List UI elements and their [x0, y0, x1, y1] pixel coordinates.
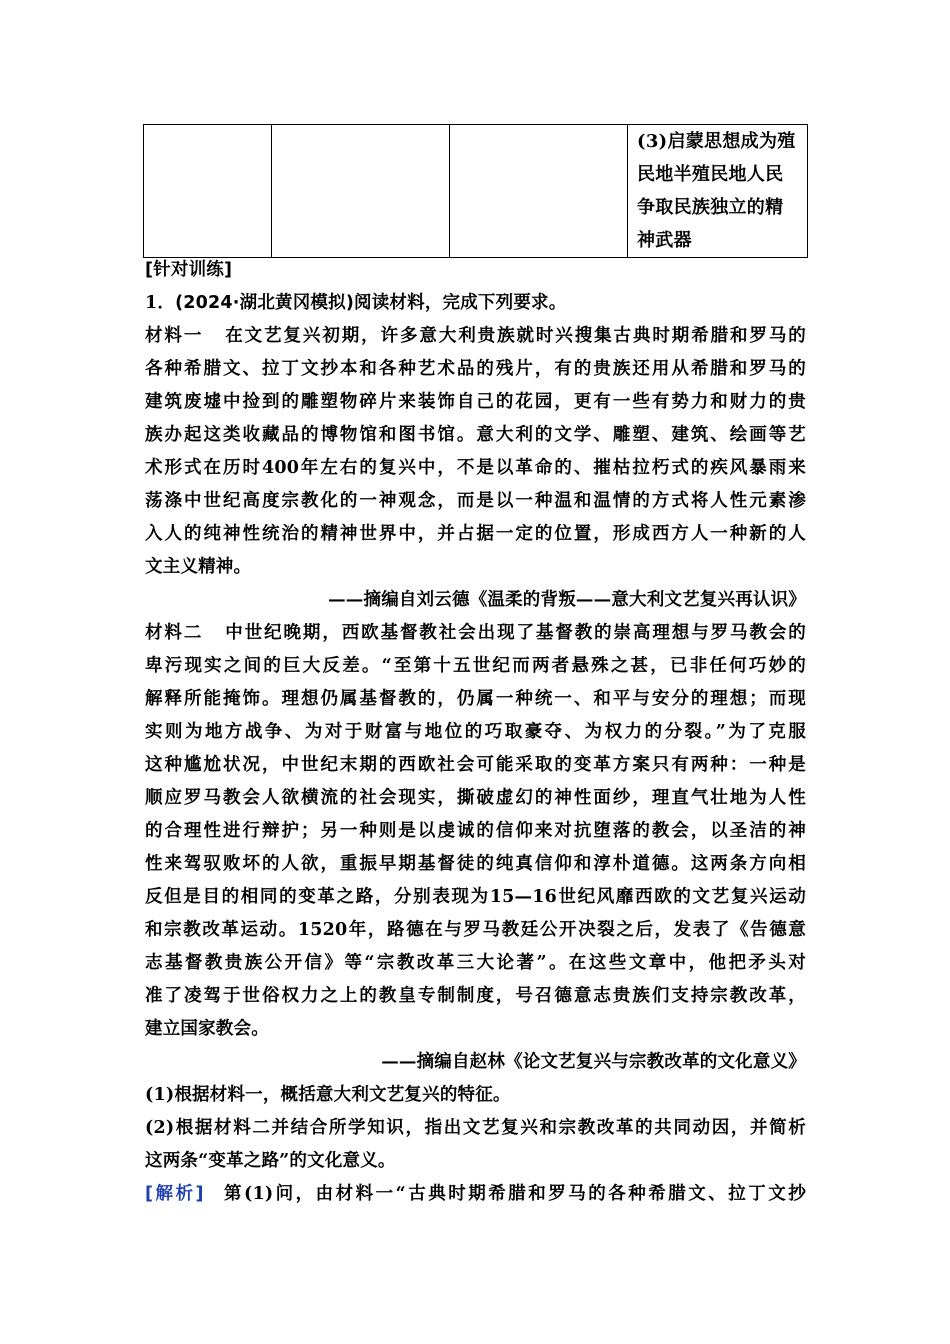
material-line: 这种尴尬状况，中世纪末期的西欧社会可能采取的变革方案只有两种：一种是 [145, 755, 806, 775]
table-cell-3 [450, 125, 628, 258]
question-source: (2024·湖北黄冈模拟) [175, 293, 355, 313]
material-text: 中世纪晚期，西欧基督教社会出现了基督教的崇高理想与罗马教会的 [225, 623, 806, 643]
material-line: 志基督教贵族公开信》等“宗教改革三大论著”。在这些文章中，他把矛头对 [145, 953, 806, 973]
material-line [145, 617, 806, 650]
material-text: 在文艺复兴初期，许多意大利贵族就时兴搜集古典时期希腊和罗马的 [225, 326, 806, 346]
material-line: 族办起这类收藏品的博物馆和图书馆。意大利的文学、雕塑、建筑、绘画等艺 [145, 425, 806, 445]
material-line: 术形式在历时400年左右的复兴中，不是以革命的、摧枯拉朽式的疾风暴雨来 [145, 458, 806, 478]
material-line: 准了凌驾于世俗权力之上的教皇专制制度，号召德意志贵族们支持宗教改革， [145, 986, 806, 1006]
material-line: 实则为地方战争、为对于财富与地位的巧取豪夺、为权力的分裂。”为了克服 [145, 722, 806, 742]
cell-line: 神武器 [637, 230, 692, 251]
table-cell-2 [272, 125, 450, 258]
material-one-citation: ——摘编自刘云德《温柔的背叛——意大利文艺复兴再认识》 [328, 590, 806, 610]
analysis-text: 第(1)问，由材料一“古典时期希腊和罗马的各种希腊文、拉丁文抄 [221, 1184, 806, 1204]
material-two-label: 材料二 [145, 623, 204, 643]
table-row [144, 125, 808, 258]
cell-line: (3)启蒙思想成为殖 [637, 131, 796, 152]
material-line: 建筑废墟中捡到的雕塑物碎片来装饰自己的花园，更有一些有势力和财力的贵 [145, 392, 806, 412]
material-two-citation: ——摘编自赵林《论文艺复兴与宗教改革的文化意义》 [381, 1052, 806, 1072]
cell-line: 民地半殖民地人民 [637, 164, 784, 185]
main-content [145, 254, 806, 1211]
material-one [145, 320, 806, 617]
material-line: 性来驾驭败坏的人欲，重振早期基督徒的纯真信仰和淳朴道德。这两条方向相 [145, 854, 806, 874]
section-heading: [针对训练] [145, 260, 233, 280]
table-cell-4-text [628, 125, 807, 257]
sub-question-2-cont: 这两条“变革之路”的文化意义。 [145, 1151, 396, 1171]
sub-question-2: (2)根据材料二并结合所学知识，指出文艺复兴和宗教改革的共同动因，并简析 [145, 1118, 806, 1138]
question-prompt: 阅读材料，完成下列要求。 [354, 293, 567, 313]
material-line: 荡涤中世纪高度宗教化的一神观念，而是以一种温和温情的方式将人性元素渗 [145, 491, 806, 511]
table-cell-1 [144, 125, 272, 258]
material-line: 的合理性进行辩护；另一种则是以虔诚的信仰来对抗堕落的教会，以圣洁的神 [145, 821, 806, 841]
material-one-label: 材料一 [145, 326, 204, 346]
material-line: 文主义精神。 [145, 557, 252, 577]
material-line: 入人的纯神性统治的精神世界中，并占据一定的位置，形成西方人一种新的人 [145, 524, 806, 544]
analysis-line [145, 1178, 806, 1211]
continued-table [143, 124, 808, 258]
material-line: 反但是目的相同的变革之路，分别表现为15—16世纪风靡西欧的文艺复兴运动 [145, 887, 806, 907]
material-line: 各种希腊文、拉丁文抄本和各种艺术品的残片，有的贵族还用从希腊和罗马的 [145, 359, 806, 379]
analysis-label: [解析] [145, 1184, 204, 1204]
question-header [145, 287, 806, 320]
table-cell-4 [628, 125, 808, 258]
material-line: 建立国家教会。 [145, 1019, 269, 1039]
material-line [145, 320, 806, 353]
material-line: 顺应罗马教会人欲横流的社会现实，撕破虚幻的神性面纱，理直气壮地为人性 [145, 788, 806, 808]
material-line: 解释所能掩饰。理想仍属基督教的，仍属一种统一、和平与安分的理想；而现 [145, 689, 806, 709]
material-line: 卑污现实之间的巨大反差。“至第十五世纪而两者悬殊之甚，已非任何巧妙的 [145, 656, 806, 676]
question-number: 1． [145, 293, 176, 313]
material-two [145, 617, 806, 1079]
sub-question-1: (1)根据材料一，概括意大利文艺复兴的特征。 [145, 1085, 511, 1105]
material-line: 和宗教改革运动。1520年，路德在与罗马教廷公开决裂之后，发表了《告德意 [145, 920, 806, 940]
cell-line: 争取民族独立的精 [637, 197, 784, 218]
